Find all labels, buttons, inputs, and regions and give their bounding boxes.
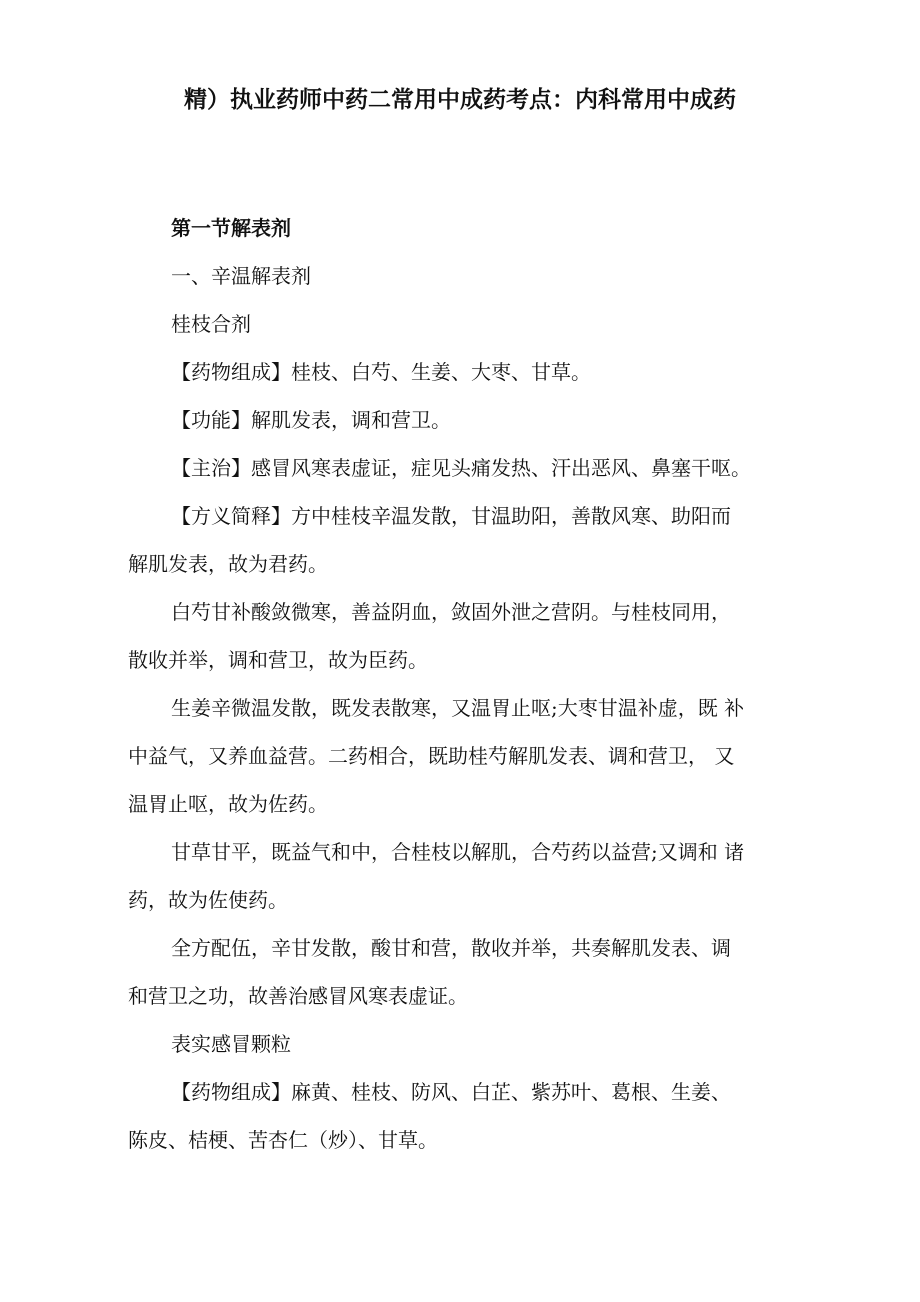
paragraph-line: 甘草甘平，既益气和中，合桂枝以解肌，合芍药以益营;又调和 诸 — [171, 840, 745, 864]
section-heading: 第一节解表剂 — [171, 216, 291, 240]
paragraph-line: 白芍甘补酸敛微寒，善益阴血，敛固外泄之营阴。与桂枝同用， — [171, 600, 731, 624]
drug-composition: 【药物组成】麻黄、桂枝、防风、白芷、紫苏叶、葛根、生姜、 — [171, 1080, 731, 1104]
paragraph-line: 药，故为佐使药。 — [128, 888, 288, 912]
drug-function: 【功能】解肌发表，调和营卫。 — [171, 408, 451, 432]
paragraph-line: 散收并举，调和营卫，故为臣药。 — [128, 648, 428, 672]
explanation-line: 【方义简释】方中桂枝辛温发散，甘温助阳，善散风寒、助阳而 — [171, 504, 731, 528]
drug-composition: 【药物组成】桂枝、白芍、生姜、大枣、甘草。 — [171, 360, 591, 384]
document-title: 精）执业药师中药二常用中成药考点：内科常用中成药 — [184, 87, 736, 113]
document-body — [128, 204, 803, 1164]
explanation-line: 解肌发表，故为君药。 — [128, 552, 328, 576]
paragraph-line: 温胃止呕，故为佐药。 — [128, 792, 328, 816]
paragraph-line: 生姜辛微温发散，既发表散寒，又温胃止呕;大枣甘温补虚，既 补 — [171, 696, 745, 720]
drug-name-guizhi-heji: 桂枝合剂 — [171, 312, 251, 336]
drug-name-biaoshi-ganmao-keli: 表实感冒颗粒 — [171, 1032, 291, 1056]
paragraph-line: 全方配伍，辛甘发散，酸甘和营，散收并举，共奏解肌发表、调 — [171, 936, 731, 960]
drug-indication: 【主治】感冒风寒表虚证，症见头痛发热、汗出恶风、鼻塞干呕。 — [171, 456, 751, 480]
paragraph-line: 中益气，又养血益营。二药相合，既助桂芍解肌发表、调和营卫， 又 — [128, 744, 735, 768]
drug-composition: 陈皮、桔梗、苦杏仁（炒）、甘草。 — [128, 1128, 438, 1152]
subsection-heading: 一、辛温解表剂 — [171, 264, 311, 288]
paragraph-line: 和营卫之功，故善治感冒风寒表虚证。 — [128, 984, 468, 1008]
